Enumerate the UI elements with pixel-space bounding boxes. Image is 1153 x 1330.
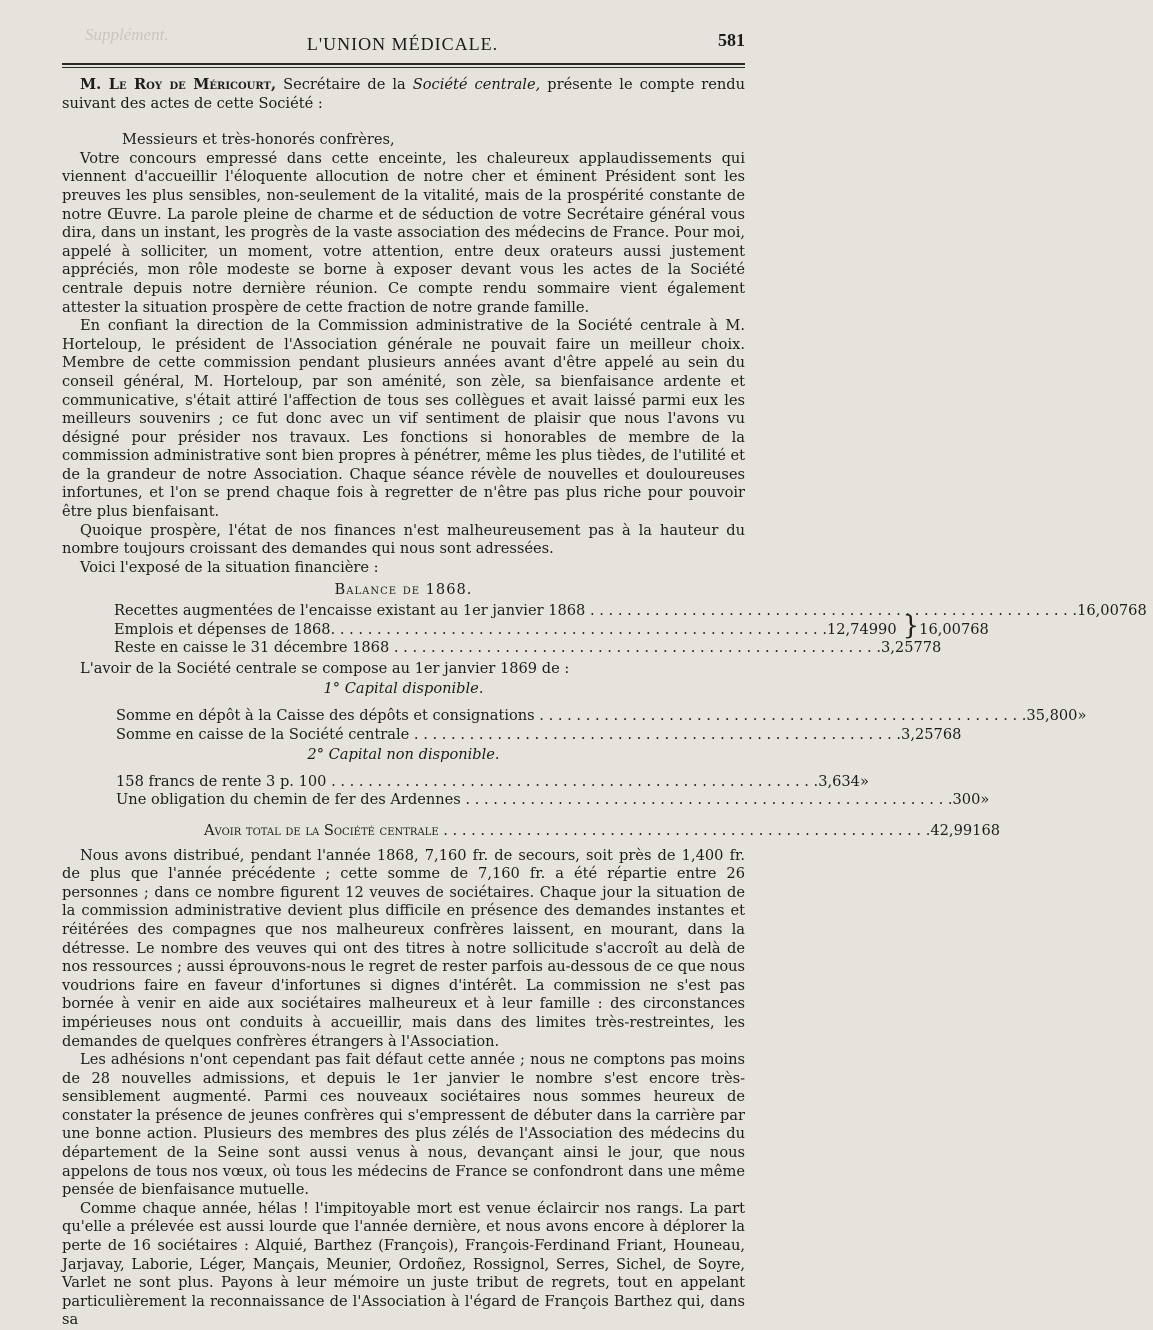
balance-row: Emplois et dépenses de 1868. . . . 12,749 90 } 16,007 68 bbox=[62, 621, 745, 640]
salutation: Messieurs et très-honorés confrères, bbox=[122, 131, 395, 149]
capital-disponible-title: 1° Capital disponible. bbox=[323, 680, 484, 698]
faded-header-text: Supplément. bbox=[85, 25, 169, 44]
capital-row: Somme en dépôt à la Caisse des dépôts et consignations . . . 35,800 » bbox=[62, 707, 745, 726]
page-number: 581 bbox=[718, 30, 745, 50]
paragraph: En confiant la direction de la Commission administrative de la Société centrale à M. Horteloup, le président de l'Association générale ne pouvait faire un meilleur choix. Membre de cette commission pendant plusieurs années avant d'être appelé au sein du conseil général, M. Horteloup, par son aménité, son zèle, sa bienfaisance ardente et communicative, s'était attiré l'affection de tous ses collègues et avait laissé parmi eux les meilleurs souvenirs ; ce fut donc avec un vif sentiment de plaisir que nous l'avons vu désigné pour présider nos travaux. Les fonctions si honorables de membre de la commission administrative sont bien propres à pénétrer, même les plus tièdes, de l'utilité et de la grandeur de notre Association. Chaque séance révèle de nouvelles et douloureuses infortunes, et l'on se prend chaque fois à regretter de n'être pas plus riche pour pouvoir être plus bienfaisant. bbox=[62, 317, 745, 521]
article-body bbox=[62, 76, 1147, 1330]
paragraph: Votre concours empressé dans cette enceinte, les chaleureux applaudissements qui viennent d'accueillir l'éloquente allocution de notre cher et éminent Président sont les preuves les plus sensibles, non-seulement de la vitalité, mais de la prospérité constante de notre Œuvre. La parole pleine de charme et de séduction de votre Secrétaire général vous dira, dans un instant, les progrès de la vaste association des médecins de France. Pour moi, appelé à solliciter, un moment, votre attention, entre deux orateurs aussi justement appréciés, mon rôle modeste se borne à exposer devant vous les actes de la Société centrale depuis notre dernière réunion. Ce compte rendu sommaire vient également attester la situation prospère de cette fraction de notre grande famille. bbox=[62, 149, 745, 316]
total-row: Avoir total de la Société centrale . . . 42,991 68 bbox=[62, 822, 745, 841]
page-header bbox=[60, 28, 745, 60]
balance-row: Recettes augmentées de l'encaisse existant au 1er janvier 1868 . . . 16,007 68 bbox=[62, 602, 745, 621]
brace-glyph: } bbox=[902, 610, 920, 641]
balance-row: Reste en caisse le 31 décembre 1868 . . . 3,257 78 bbox=[62, 639, 745, 658]
intro-paragraph: M. Le Roy de Méricourt, Secrétaire de la Société centrale, présente le compte rendu suivant des actes de cette Société : bbox=[62, 76, 746, 112]
paragraph: Les adhésions n'ont cependant pas fait défaut cette année ; nous ne comptons pas moins de 28 nouvelles admissions, et depuis le 1er janvier le nombre s'est encore très-sensiblement augmenté. Parmi ces nouveaux sociétaires nous sommes heureux de constater la présence de jeunes confrères qui s'empressent de débuter dans la carrière par une bonne action. Plusieurs des membres des plus zélés de l'Association des médecins du département de la Seine sont aussi venus à nous, devançant ainsi le jour, que nous appelons de tous nos vœux, où tous les médecins de France se confondront dans une même pensée de bienfaisance mutuelle. bbox=[62, 1051, 745, 1199]
running-title: L'UNION MÉDICALE. bbox=[306, 34, 499, 54]
paragraph: Nous avons distribué, pendant l'année 1868, 7,160 fr. de secours, soit près de 1,400 fr. de plus que l'année précédente ; cette somme de 7,160 fr. a été répartie entre 26 personnes ; dans ce nombre figurent 12 veuves de sociétaires. Chaque jour la situation de la commission administrative devient plus difficile en présence des demandes instantes et réitérées des compagnes que nos malheureux confrères laissent, en mourant, dans la détresse. Le nombre des veuves qui ont des titres à notre sollicitude s'accroît au delà de nos ressources ; aussi éprouvons-nous le regret de rester parfois au-dessous de ce que nous voudrions faire en faveur d'infortunes si dignes d'intérêt. La commission ne s'est pas bornée à venir en aide aux sociétaires malheureux et à leur famille : des circonstances impérieuses nous ont conduits à accueillir, mais dans des limites très-restreintes, les demandes de quelques confrères étrangers à l'Association. bbox=[62, 846, 745, 1050]
header-rule bbox=[62, 63, 745, 65]
author-name: M. Le Roy de Méricourt, bbox=[80, 76, 277, 93]
avoir-intro: L'avoir de la Société centrale se compose au 1er janvier 1869 de : bbox=[80, 659, 570, 677]
capital-non-disponible-title: 2° Capital non disponible. bbox=[307, 746, 500, 764]
balance-title: Balance de 1868. bbox=[334, 581, 473, 599]
capital-row: Somme en caisse de la Société centrale . . . 3,257 68 bbox=[62, 726, 745, 745]
header-rule-thin bbox=[62, 67, 745, 68]
capital-row: 158 francs de rente 3 p. 100 . . . 3,634 » bbox=[62, 773, 745, 792]
paragraph: Comme chaque année, hélas ! l'impitoyable mort est venue éclaircir nos rangs. La part qu'elle a prélevée est aussi lourde que l'année dernière, et nous avons encore à déplorer la perte de 16 sociétaires : Alquié, Barthez (François), François-Ferdinand Friant, Houneau, Jarjavay, Laborie, Léger, Mançais, Meunier, Ordoñez, Rossignol, Serres, Sichel, de Soyre, Varlet ne sont plus. Payons à leur mémoire un juste tribut de regrets, tout en appelant particulièrement la reconnaissance de l'Association à l'égard de François Barthez qui, dans sa bbox=[62, 1199, 745, 1329]
paragraph: Quoique prospère, l'état de nos finances n'est malheureusement pas à la hauteur du nombre toujours croissant des demandes qui nous sont adressées. bbox=[62, 521, 745, 558]
society-name: Société centrale, bbox=[412, 76, 541, 93]
paragraph: Voici l'exposé de la situation financière : bbox=[80, 558, 379, 576]
capital-row: Une obligation du chemin de fer des Ardennes . . . 300 » bbox=[62, 791, 745, 810]
